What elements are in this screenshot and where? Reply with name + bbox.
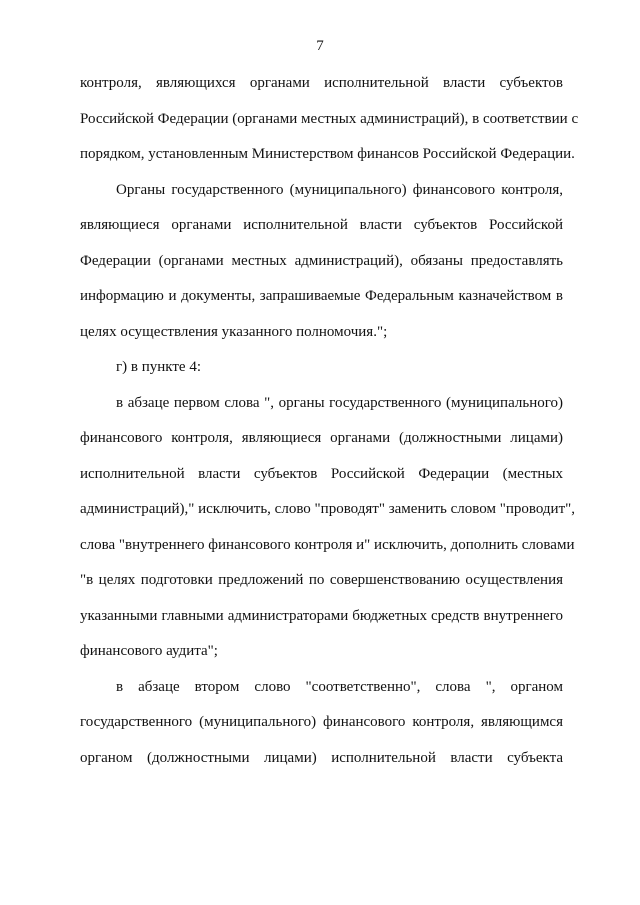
- document-body: [80, 66, 579, 776]
- text-line: администраций)," исключить, слово "проводят" заменить словом "проводит",: [80, 501, 576, 517]
- paragraph: [80, 386, 576, 670]
- text-line: информацию и документы, запрашиваемые Федеральным казначейством в: [80, 288, 563, 304]
- text-line: в абзаце втором слово "соответственно", слова ", органом: [116, 678, 563, 695]
- text-line: являющиеся органами исполнительной власти субъектов Российской: [80, 217, 563, 233]
- text-line: в абзаце первом слова ", органы государственного (муниципального): [116, 394, 563, 411]
- text-line: исполнительной власти субъектов Российской Федерации (местных: [80, 465, 563, 482]
- paragraph: [80, 173, 563, 351]
- text-line: финансового аудита";: [80, 643, 218, 659]
- text-line: Федерации (органами местных администраций), обязаны предоставлять: [80, 252, 563, 269]
- text-line: Российской Федерации (органами местных администраций), в соответствии с: [80, 110, 579, 127]
- text-line: "в целях подготовки предложений по совершенствованию осуществления: [80, 572, 563, 588]
- paragraph: [80, 670, 563, 777]
- text-line: указанными главными администраторами бюджетных средств внутреннего: [80, 607, 563, 624]
- text-line: государственного (муниципального) финансового контроля, являющимся: [80, 714, 563, 730]
- text-line: финансового контроля, являющиеся органами (должностными лицами): [80, 430, 563, 446]
- text-line: целях осуществления указанного полномочия.";: [80, 323, 388, 340]
- text-line: порядком, установленным Министерством финансов Российской Федерации.: [80, 146, 575, 162]
- text-line: контроля, являющихся органами исполнительной власти субъектов: [80, 75, 563, 91]
- page-number: 7: [316, 38, 324, 54]
- text-line: г) в пункте 4:: [116, 359, 202, 375]
- text-line: органом (должностными лицами) исполнительной власти субъекта: [80, 749, 563, 766]
- paragraph: [80, 350, 563, 386]
- text-line: Органы государственного (муниципального) финансового контроля,: [116, 181, 563, 198]
- text-line: слова "внутреннего финансового контроля и" исключить, дополнить словами: [80, 536, 575, 553]
- paragraph: [80, 66, 579, 173]
